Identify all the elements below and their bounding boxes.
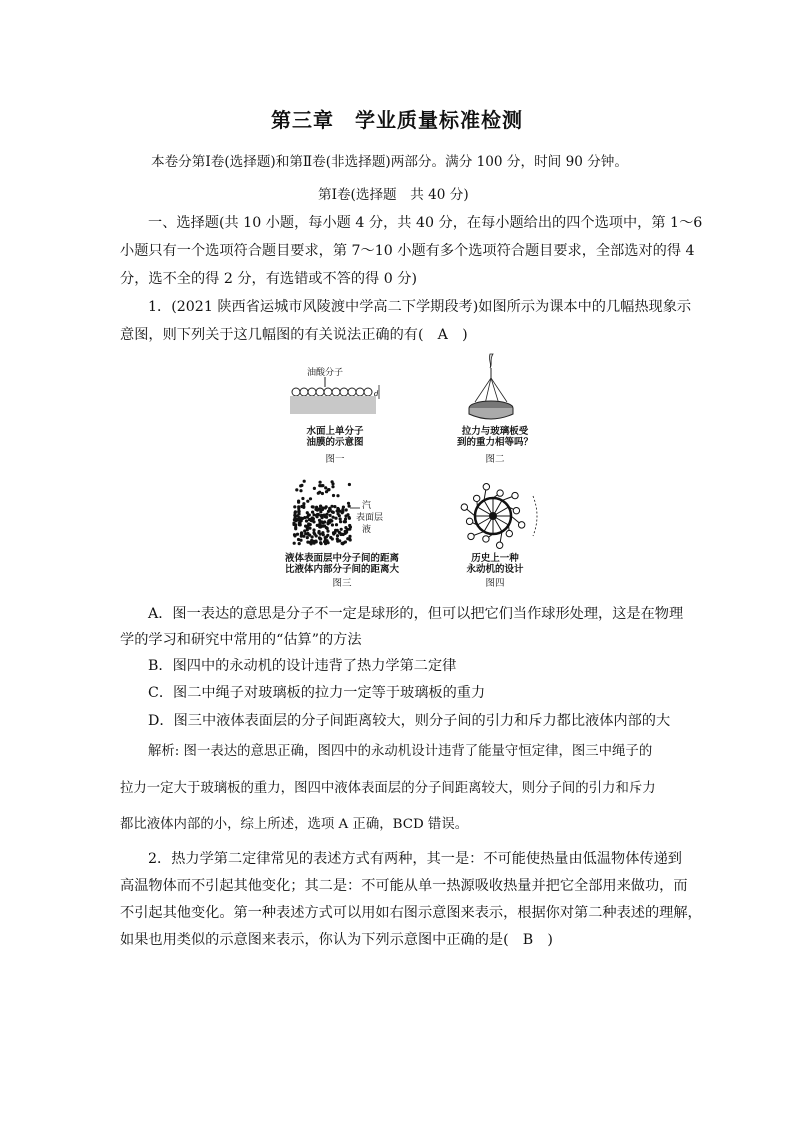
instruction-line: 分，选不全的得 2 分，有选错或不答的得 0 分)	[120, 271, 418, 287]
fig3-caption: 液体表面层中分子间的距离 比液体内部分子间的距离大	[284, 553, 399, 575]
intro-text: 本卷分第Ⅰ卷(选择题)和第Ⅱ卷(非选择题)两部分。满分 100 分，时间 90 分钟。	[151, 154, 628, 170]
q1-stem-line: 意图，则下列关于这几幅图的有关说法正确的有( A )	[120, 327, 468, 343]
liquid-label: 液	[362, 525, 372, 535]
instruction-line: 一、选择题(共 10 小题，每小题 4 分，共 40 分，在每小题给出的四个选项中，第 1～6	[148, 215, 703, 231]
fig1-number: 图一	[325, 454, 345, 465]
option-b: B．图四中的永动机的设计违背了热力学第二定律	[148, 658, 457, 674]
vapor-label: 汽	[362, 501, 372, 511]
option-a-cont: 学的学习和研究中常用的“估算”的方法	[120, 632, 362, 648]
figure-4	[455, 482, 545, 552]
figure-1	[285, 365, 385, 425]
analysis-line: 拉力一定大于玻璃板的重力，图四中液体表面层的分子间距离较大，则分子间的引力和斥力	[120, 781, 656, 796]
q2-stem-line: 高温物体而不引起其他变化；其二是：不可能从单一热源吸收热量并把它全部用来做功，而	[120, 878, 688, 894]
section-title: 第Ⅰ卷(选择题 共 40 分)	[318, 187, 469, 203]
option-a: A．图一表达的意思是分子不一定是球形的，但可以把它们当作球形处理，这是在物理	[148, 606, 684, 622]
figure-2	[445, 350, 545, 425]
fig3-number: 图三	[332, 578, 352, 589]
q2-stem-line: 2．热力学第二定律常见的表述方式有两种，其一是：不可能使热量由低温物体传递到	[148, 851, 682, 867]
option-d: D．图三中液体表面层的分子间距离较大，则分子间的引力和斥力都比液体内部的大	[148, 713, 671, 729]
fig4-number: 图四	[485, 578, 505, 589]
fig4-caption: 历史上一种 永动机的设计	[466, 553, 524, 575]
fig2-caption: 拉力与玻璃板受 到的重力相等吗？	[456, 426, 533, 448]
option-c: C．图二中绳子对玻璃板的拉力一定等于玻璃板的重力	[148, 685, 486, 701]
glass-plate-diagram	[445, 350, 545, 425]
page-title: 第三章 学业质量标准检测	[271, 108, 523, 132]
fig1-caption: 水面上单分子 油膜的示意图	[306, 426, 364, 448]
q2-stem-line: 如果也用类似的示意图来表示，你认为下列示意图中正确的是( B )	[120, 932, 553, 948]
q2-stem-line: 不引起其他变化。第一种表述方式可以用如右图示意图来表示，根据你对第二种表述的理解，	[120, 905, 702, 921]
fig2-number: 图二	[485, 454, 505, 465]
perpetual-motion-wheel-diagram	[455, 482, 545, 552]
surface-layer-label: 表面层	[356, 513, 384, 523]
analysis-line: 都比液体内部的小，综上所述，选项 A 正确，BCD 错误。	[120, 817, 469, 832]
instruction-line: 小题只有一个选项符合题目要求，第 7～10 小题有多个选项符合题目要求，全部选对的得 4	[120, 243, 695, 259]
svg-text:d: d	[374, 390, 379, 398]
q1-stem-line: 1．(2021 陕西省运城市风陵渡中学高二下学期段考)如图所示为课本中的几幅热现象示	[148, 299, 692, 315]
oleic-acid-label: 油酸分子	[307, 368, 344, 378]
analysis-line: 解析: 图一表达的意思正确，图四中的永动机设计违背了能量守恒定律，图三中绳子的	[148, 744, 653, 759]
liquid-surface-diagram	[290, 478, 360, 548]
figure-3	[290, 478, 400, 548]
